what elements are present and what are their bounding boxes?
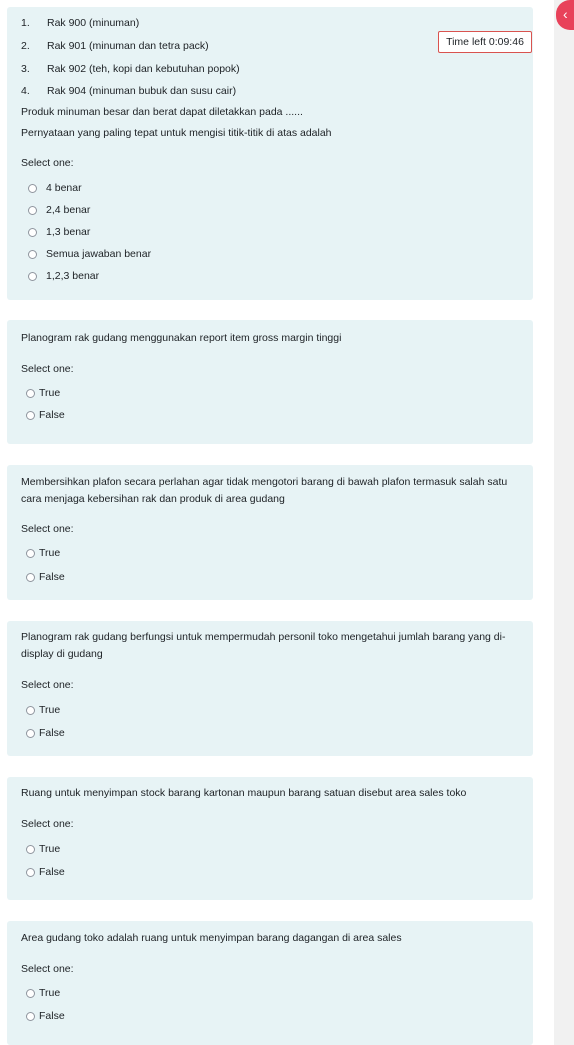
list-item: 2. Rak 901 (minuman dan tetra pack) [21,40,209,52]
radio-button[interactable] [28,184,37,193]
radio-button[interactable] [26,729,35,738]
answer-option[interactable]: Semua jawaban benar [28,248,151,260]
answer-option-false[interactable]: False [26,1010,65,1022]
radio-button[interactable] [28,250,37,259]
radio-button[interactable] [26,1012,35,1021]
radio-button[interactable] [26,706,35,715]
radio-button[interactable] [26,845,35,854]
question-text: Planogram rak gudang berfungsi untuk mempermudah personil toko mengetahui jumlah barang yang di-display di gudang [21,631,506,660]
question-card-3 [7,465,533,600]
radio-button[interactable] [26,868,35,877]
answer-option[interactable]: 2,4 benar [28,204,90,216]
question-text: Pernyataan yang paling tepat untuk mengisi titik-titik di atas adalah [21,127,332,139]
question-text: Ruang untuk menyimpan stock barang kartonan maupun barang satuan disebut area sales toko [21,787,467,799]
question-card-4 [7,621,533,756]
answer-option[interactable]: 4 benar [28,182,82,194]
question-card-6 [7,921,533,1045]
answer-option-true[interactable]: True [26,843,60,855]
question-text: Area gudang toko adalah ruang untuk menyimpan barang dagangan di area sales [21,932,402,944]
answer-option-true[interactable]: True [26,387,60,399]
question-card-2 [7,320,533,444]
select-one-label: Select one: [21,157,74,169]
scrollbar-track[interactable] [554,0,574,1045]
select-one-label: Select one: [21,679,74,691]
question-text: Membersihkan plafon secara perlahan agar tidak mengotori barang di bawah plafon termasuk salah satu cara menjaga kebersihan rak dan produk di area gudang [21,476,508,505]
question-text: Planogram rak gudang menggunakan report item gross margin tinggi [21,332,342,344]
radio-button[interactable] [28,206,37,215]
chevron-left-icon: ‹ [563,6,568,22]
list-item: 3. Rak 902 (teh, kopi dan kebutuhan popok) [21,63,240,75]
select-one-label: Select one: [21,818,74,830]
radio-button[interactable] [26,411,35,420]
radio-button[interactable] [26,549,35,558]
answer-option-true[interactable]: True [26,704,60,716]
select-one-label: Select one: [21,363,74,375]
time-left-badge: Time left 0:09:46 [438,31,532,53]
answer-option[interactable]: 1,3 benar [28,226,90,238]
answer-option-false[interactable]: False [26,866,65,878]
list-item: 4. Rak 904 (minuman bubuk dan susu cair) [21,85,237,97]
question-text: Produk minuman besar dan berat dapat diletakkan pada ...... [21,106,303,118]
answer-option-false[interactable]: False [26,571,65,583]
answer-option-false[interactable]: False [26,727,65,739]
radio-button[interactable] [26,389,35,398]
answer-option-true[interactable]: True [26,547,60,559]
radio-button[interactable] [28,228,37,237]
list-item: 1. Rak 900 (minuman) [21,17,140,29]
answer-option[interactable]: 1,2,3 benar [28,270,99,282]
question-card-5 [7,777,533,900]
answer-option-false[interactable]: False [26,409,65,421]
select-one-label: Select one: [21,523,74,535]
radio-button[interactable] [26,989,35,998]
radio-button[interactable] [28,272,37,281]
select-one-label: Select one: [21,963,74,975]
radio-button[interactable] [26,573,35,582]
answer-option-true[interactable]: True [26,987,60,999]
